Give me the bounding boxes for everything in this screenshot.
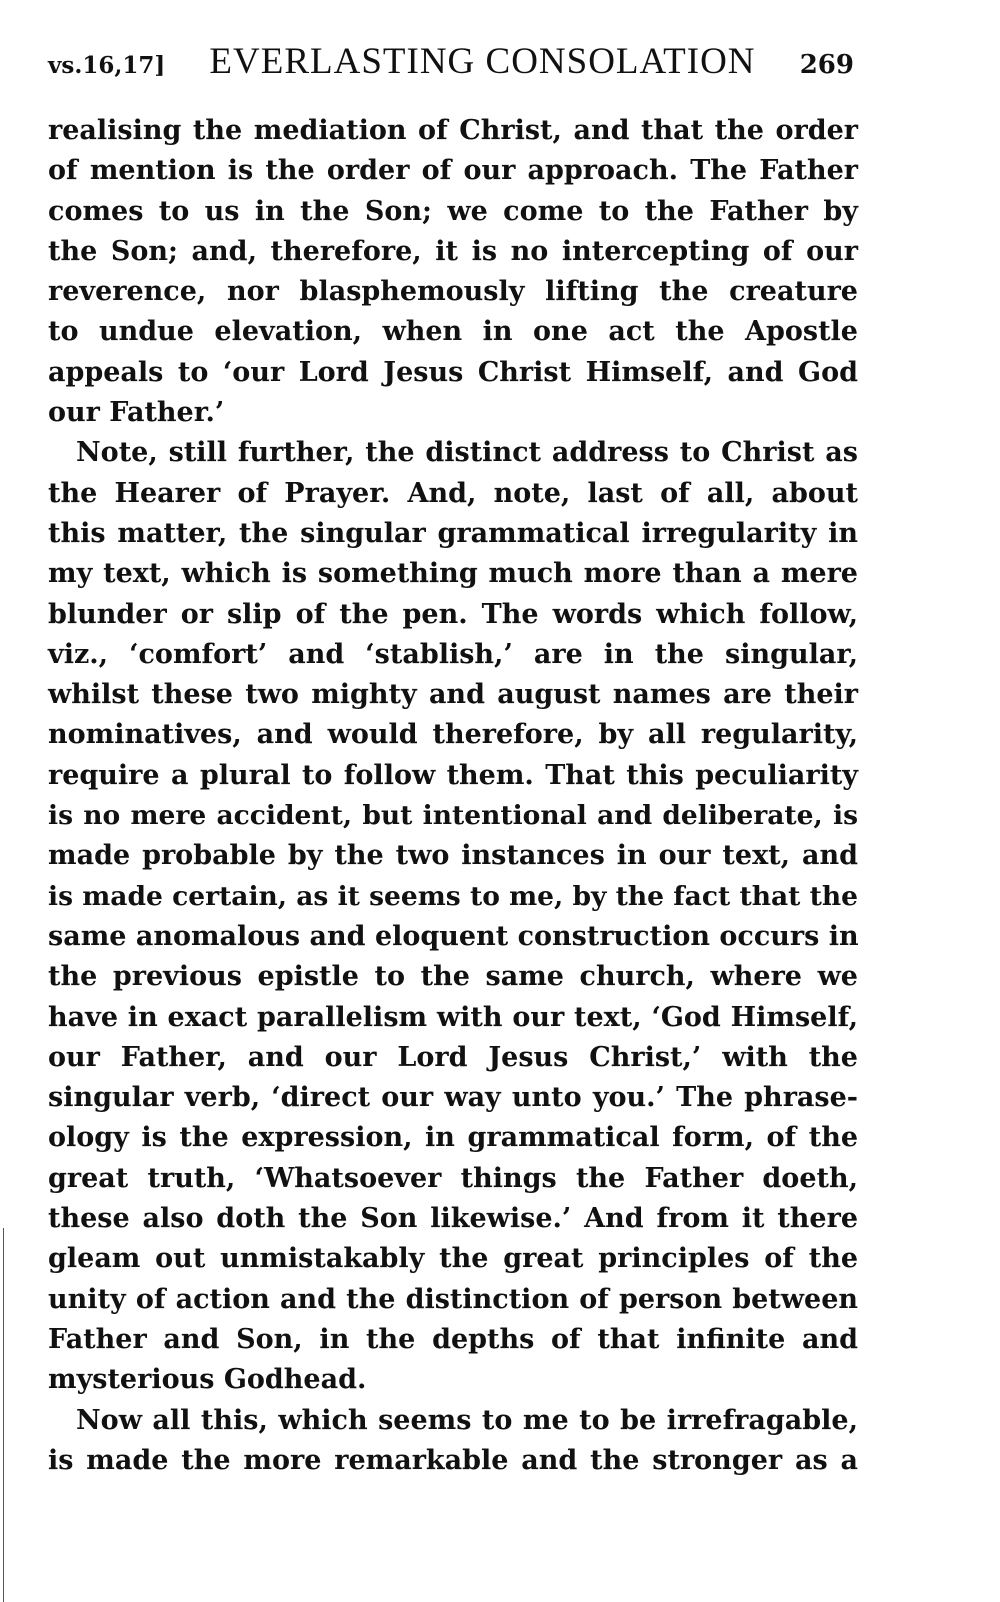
- scan-margin-line: [3, 1228, 4, 1602]
- text-line: have in exact parallelism with our text, ‘God Himself,: [48, 1001, 858, 1033]
- text-line: the Hearer of Prayer. And, note, last of all, about: [48, 477, 858, 509]
- chapter-title: EVERLASTING CONSOLATION: [209, 41, 756, 82]
- body-text: [48, 111, 858, 1481]
- text-line: nominatives, and would therefore, by all regularity,: [48, 719, 858, 751]
- text-line: realising the mediation of Christ, and that the order: [48, 115, 858, 146]
- text-line: blunder or slip of the pen. The words which follow,: [48, 598, 858, 630]
- text-line: reverence, nor blasphemously lifting the creature: [48, 276, 858, 308]
- text-line: singular verb, ‘direct our way unto you.’ The phrase-: [48, 1082, 858, 1114]
- text-line: Now all this, which seems to me to be irrefragable,: [76, 1404, 858, 1436]
- text-line: the previous epistle to the same church, where we: [48, 961, 858, 993]
- text-line: of mention is the order of our approach. The Father: [48, 155, 858, 187]
- text-line: ology is the expression, in grammatical form, of the: [48, 1122, 858, 1154]
- text-line: mysterious Godhead.: [48, 1364, 367, 1396]
- text-line: this matter, the singular grammatical irregularity in: [48, 517, 858, 549]
- paragraph: [48, 1401, 858, 1482]
- text-line: our Father, and our Lord Jesus Christ,’ with the: [48, 1041, 858, 1073]
- text-line: Father and Son, in the depths of that infinite and: [48, 1323, 858, 1355]
- text-line: viz., ‘comfort’ and ‘stablish,’ are in the singular,: [48, 638, 858, 670]
- text-line: comes to us in the Son; we come to the Father by: [48, 195, 858, 227]
- text-line: appeals to ‘our Lord Jesus Christ Himself, and God: [48, 356, 858, 388]
- text-line: is no mere accident, but intentional and deliberate, is: [48, 800, 858, 832]
- running-head: [48, 40, 854, 84]
- text-line: our Father.’: [48, 397, 225, 429]
- text-line: to undue elevation, when in one act the Apostle: [48, 316, 858, 348]
- paragraph: [48, 111, 858, 433]
- text-line: Note, still further, the distinct address to Christ as: [76, 437, 858, 469]
- text-line: my text, which is something much more than a mere: [48, 558, 858, 590]
- text-line: great truth, ‘Whatsoever things the Father doeth,: [48, 1162, 858, 1194]
- page-number: 269: [799, 50, 854, 80]
- paragraph: [48, 433, 858, 1400]
- verse-reference: vs.16,17]: [48, 52, 166, 79]
- text-line: same anomalous and eloquent construction occurs in: [48, 920, 859, 952]
- text-line: require a plural to follow them. That this peculiarity: [48, 759, 858, 791]
- text-line: whilst these two mighty and august names are their: [48, 679, 858, 711]
- text-line: unity of action and the distinction of person between: [48, 1283, 858, 1315]
- text-line: is made the more remarkable and the stronger as a: [48, 1444, 858, 1476]
- text-line: is made certain, as it seems to me, by the fact that the: [48, 880, 858, 912]
- text-line: these also doth the Son likewise.’ And from it there: [48, 1203, 858, 1235]
- text-line: made probable by the two instances in our text, and: [48, 840, 858, 872]
- text-line: gleam out unmistakably the great principles of the: [48, 1243, 858, 1275]
- text-line: the Son; and, therefore, it is no intercepting of our: [48, 235, 858, 267]
